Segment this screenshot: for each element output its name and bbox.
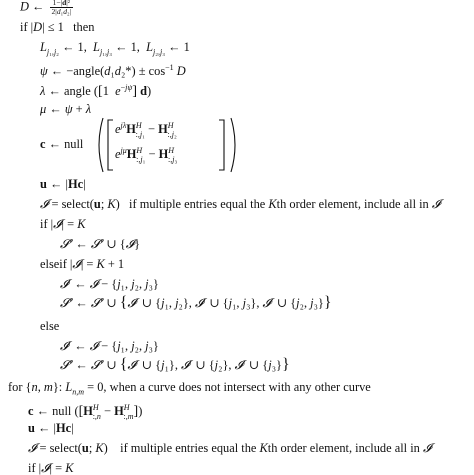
algo-line-d-assign: D ← $\frac{\text{1−|d|²}}{\text{2|d₁d₂|}}$: [20, 0, 72, 16]
algo-line-elseif: elseif |𝓘| = K + 1: [40, 257, 125, 271]
algo-line-iprime-1: 𝓘′ ← 𝓘 − {j₁, j₂, j₃}: [60, 277, 159, 291]
algo-line-c-null: c ← null: [40, 137, 84, 151]
algo-line-psi: ψ ← −angle(d₁d₂*) ± $\cos^{-1} D$: [40, 63, 186, 79]
algo-line-mu: μ ← ψ + λ: [40, 102, 92, 116]
algo-line-s-add: 𝓢′ ← 𝓢′ ∪ {𝓘}: [60, 237, 141, 251]
algo-line-lambda: λ ← angle ([1 $e^{-j\psi}$] d): [40, 83, 152, 100]
matrix-row-1: $e^{j\lambda}H^H_{:,j_1} - H^H_{:,j_2}$: [115, 121, 177, 139]
fraction-denominator: 2|d₁d₂|: [51, 7, 72, 16]
algo-line-select: 𝓘 = select(u; K) if multiple entries equal the Kth order element, include all in 𝓘: [40, 197, 441, 211]
algo-line-c-null-2: c ← null $([H^H_{:,n} - H^H_{:,m}])$: [28, 403, 143, 421]
fraction-numerator: 1−|d|²: [50, 0, 74, 8]
algo-line-else: else: [40, 319, 60, 333]
algo-line-iprime-2: 𝓘′ ← 𝓘 − {j₁, j₂, j₃}: [60, 339, 159, 353]
algo-line-if-d: if |D| ≤ 1 then: [20, 20, 95, 34]
algo-line-s-singles: 𝓢′ ← 𝓢′ ∪ {𝓘′ ∪ {j₁}, 𝓘′ ∪ {j₂}, 𝓘′ ∪ {j₃}}: [60, 356, 290, 373]
algo-line-select-2: 𝓘 = select(u; K) if multiple entries equal the Kth order element, include all in 𝓘: [28, 441, 432, 455]
matrix-row-2: $e^{j\mu}H^H_{:,j_1} - H^H_{:,j_3}$: [115, 146, 178, 164]
algo-line-u: u ← |Hc|: [40, 177, 86, 191]
algo-line-if-k: if |𝓘| = K: [40, 217, 86, 231]
algo-line-u-2: u ← |Hc|: [28, 421, 74, 435]
algo-line-for: for {n, m}: $L_{n,m} = 0$, when a curve does not intersect with any other curve: [8, 380, 371, 397]
d-fraction: [50, 0, 74, 16]
algo-line-l-assign: $L_{j_1,j_2}$ ← 1, $L_{j_1,j_3}$ ← 1, $L_{j_2,j_3}$ ← 1: [40, 40, 190, 57]
algo-line-s-pairs: 𝓢′ ← 𝓢′ ∪ {𝓘′ ∪ {j₁, j₂}, 𝓘′ ∪ {j₁, j₃}, 𝓘′ ∪ {j₂, j₃}}: [60, 294, 332, 311]
algo-line-if-k-2: if |𝓘| = K: [28, 461, 74, 475]
